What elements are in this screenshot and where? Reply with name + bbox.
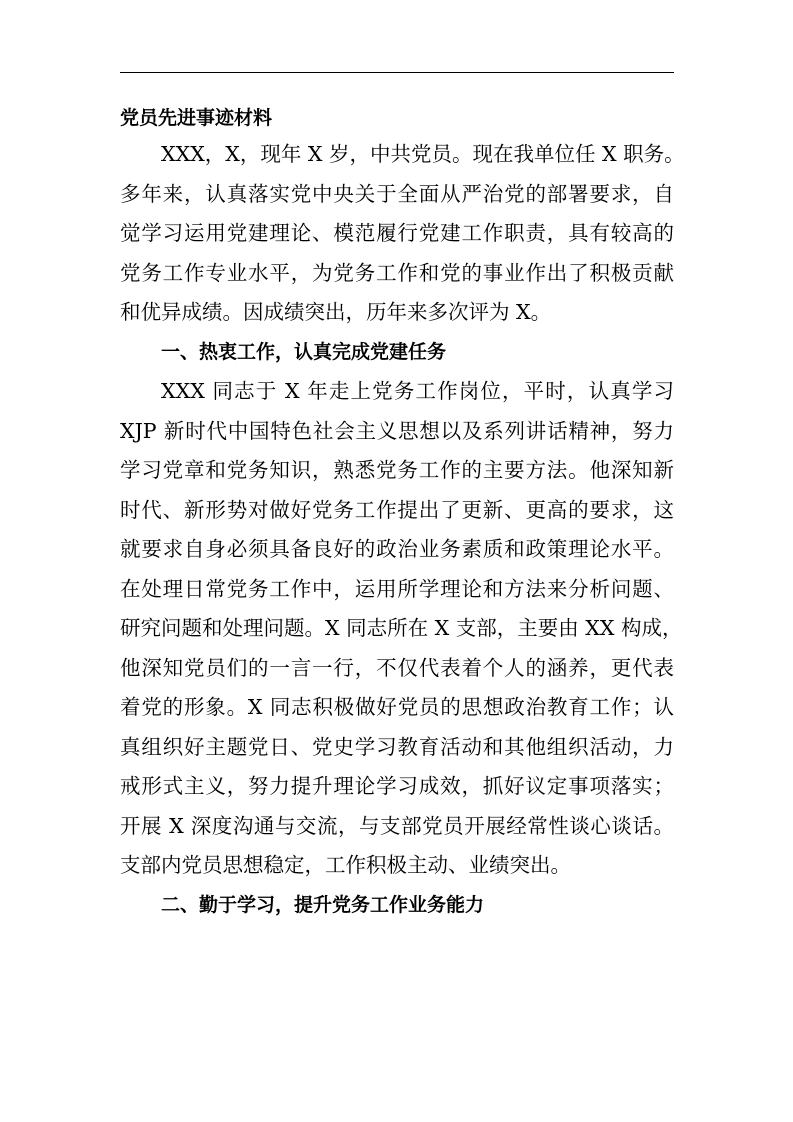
paragraph-line: 和优异成绩。因成绩突出，历年来多次评为 X。 — [120, 300, 552, 324]
document-body — [120, 101, 685, 925]
header-rule — [120, 72, 674, 73]
paragraph-line: 他深知党员们的一言一行，不仅代表着个人的涵养，更代表 — [120, 655, 674, 680]
paragraph-line: 在处理日常党务工作中，运用所学理论和方法来分析问题、 — [120, 576, 674, 601]
paragraph-line: 时代、新形势对做好党务工作提出了更新、更高的要求，这 — [120, 497, 674, 522]
section-heading-1: 一、热衷工作，认真完成党建任务 — [161, 340, 447, 363]
intro-paragraph — [120, 135, 685, 333]
paragraph-line: 戒形式主义，努力提升理论学习成效，抓好议定事项落实； — [120, 774, 674, 798]
paragraph-line: XXX 同志于 X 年走上党务工作岗位，平时，认真学习 — [161, 379, 674, 403]
paragraph-line: 觉学习运用党建理论、模范履行党建工作职责，具有较高的 — [120, 221, 674, 245]
paragraph-line: XJP 新时代中国特色社会主义思想以及系列讲话精神，努力 — [120, 418, 674, 443]
paragraph-line: 学习党章和党务知识，熟悉党务工作的主要方法。他深知新 — [120, 458, 674, 482]
section-heading-2: 二、勤于学习，提升党务工作业务能力 — [161, 893, 485, 916]
paragraph-line: 研究问题和处理问题。X 同志所在 X 支部，主要由 XX 构成， — [120, 616, 683, 640]
paragraph-line: 就要求自身必须具备良好的政治业务素质和政策理论水平。 — [120, 537, 674, 561]
paragraph-line: 真组织好主题党日、党史学习教育活动和其他组织活动，力 — [120, 734, 674, 759]
paragraph-line: 开展 X 深度沟通与交流，与支部党员开展经常性谈心谈话。 — [120, 813, 674, 838]
paragraph-line: XXX，X，现年 X 岁，中共党员。现在我单位任 X 职务。 — [161, 142, 685, 166]
paragraph-line: 多年来，认真落实党中央关于全面从严治党的部署要求，自 — [120, 181, 674, 206]
paragraph-line: 着党的形象。X 同志积极做好党员的思想政治教育工作；认 — [120, 695, 674, 719]
section-1-paragraph — [120, 372, 683, 886]
paragraph-line: 党务工作专业水平，为党务工作和党的事业作出了积极贡献 — [120, 260, 674, 285]
paragraph-line: 支部内党员思想稳定，工作积极主动、业绩突出。 — [120, 853, 571, 877]
document-title: 党员先进事迹材料 — [120, 107, 273, 129]
